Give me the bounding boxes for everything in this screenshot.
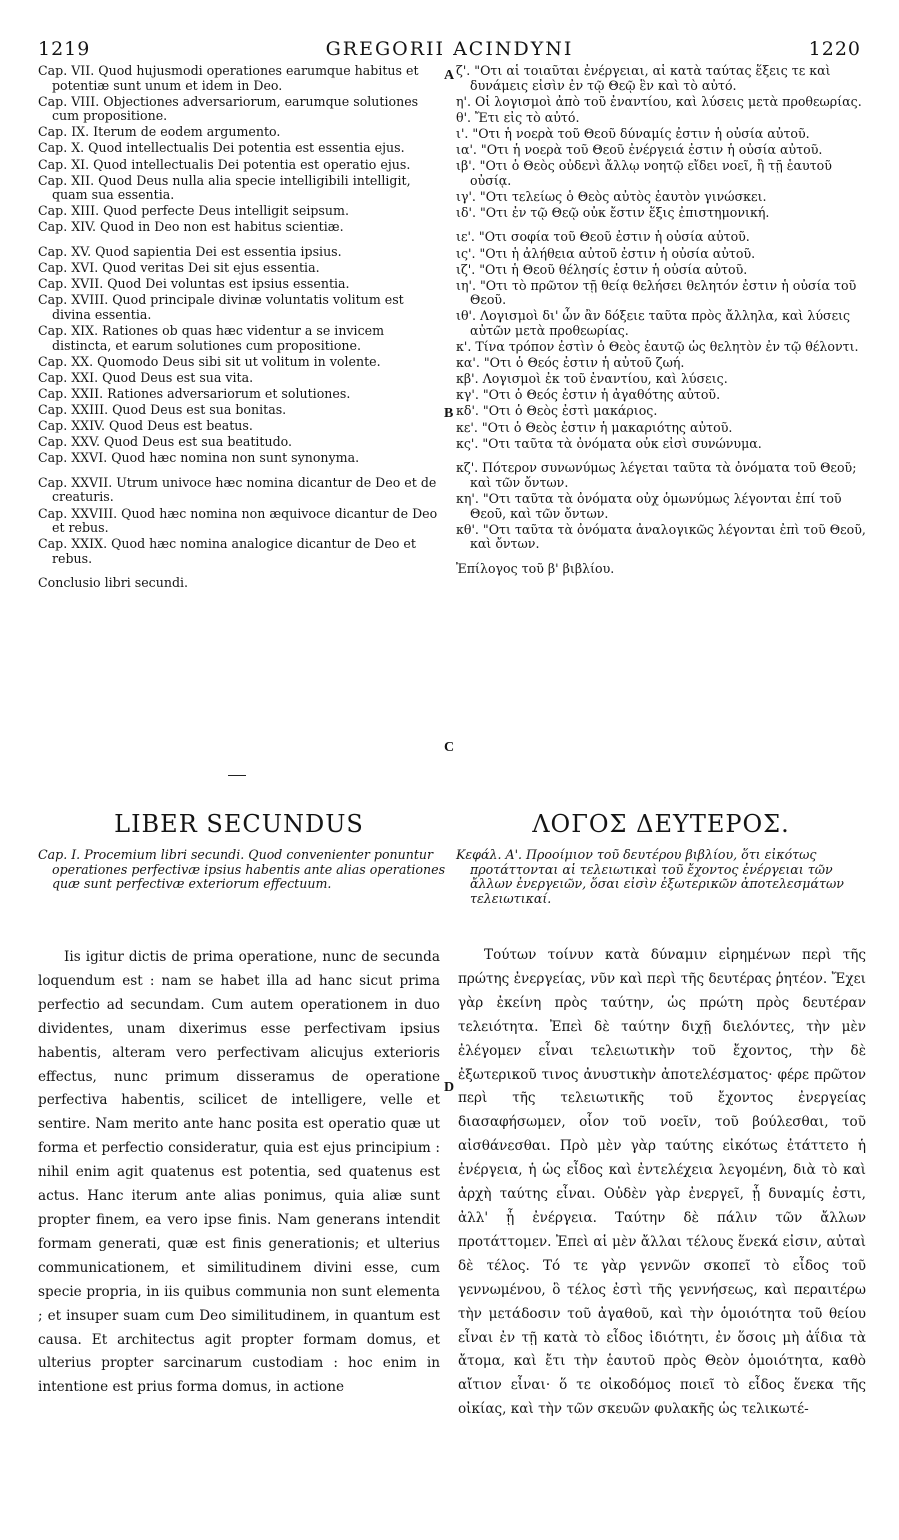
contents-entry: ιγ'. "Οτι τελείως ὁ Θεὸς αὐτὸς ἑαυτὸν γινώσκει. <box>456 188 767 204</box>
contents-entry: ιζ'. "Οτι ἡ Θεοῦ θέλησίς ἐστιν ἡ οὐσία αὐτοῦ. <box>456 261 748 277</box>
contents-entry: κθ'. "Οτι ταῦτα τὰ ὀνόματα ἀναλογικῶς λέγονται ἐπὶ τοῦ Θεοῦ, καὶ ὄντων. <box>456 521 866 552</box>
latin-paragraph: Iis igitur dictis de prima operatione, nunc de secunda loquendum est : nam se habet illa ad hanc sicut prima perfectio ad secundam. Cum autem operationem in duo dividentes, unam dixerimus esse perfectivam ipsius habentis, alteram vero perfectivam alicujus exterioris effectus, nunc primum disseramus de operatione perfectiva habentis, scilicet de intelligere, velle et sentire. Nam merito ante hanc posita est operatio quæ ut forma et perfectio consideratur, quia est ejus principium : nihil enim agit quatenus est potentia, sed quatenus est actus. Hanc iterum ante alias ponimus, quia aliæ sunt propter finem, ea vero ipse finis. Nam generans intendit formam generati, quæ est finis generationis; et ulterius communicationem, et similitudinem divini esse, cum specie propria, in iis quibus communia non sunt elementa ; et insuper suam cum Deo similitudinem, in quantum est causa. Et architectus agit propter formam domus, et ulterius propter sarcinarum custodiam : hoc enim in intentione est prius forma domus, in actione <box>38 949 440 1396</box>
contents-entry: κβ'. Λογισμοὶ ἐκ τοῦ ἐναντίου, καὶ λύσεις. <box>456 371 728 387</box>
greek-contents-list <box>456 64 866 578</box>
latin-book-title: LIBER SECUNDUS <box>114 810 364 838</box>
page-number-left: 1219 <box>38 38 91 60</box>
contents-entry: Cap. XIX. Rationes ob quas hæc videntur a se invicem distincta, et earum solutiones cum propositione. <box>38 323 385 353</box>
contents-entry: κς'. "Οτι ταῦτα τὰ ὀνόματα οὐκ εἰσὶ συνώνυμα. <box>456 435 762 451</box>
contents-entry: Cap. XVI. Quod veritas Dei sit ejus essentia. <box>38 260 320 276</box>
contents-entry: κη'. "Οτι ταῦτα τὰ ὀνόματα οὐχ ὁμωνύμως λέγονται ἐπί τοῦ Θεοῦ, καὶ τῶν ὄντων. <box>456 490 842 521</box>
contents-entry: Cap. XXV. Quod Deus est sua beatitudo. <box>38 434 293 450</box>
contents-entry: ι'. "Οτι ἡ νοερὰ τοῦ Θεοῦ δύναμίς ἐστιν ἡ οὐσία αὐτοῦ. <box>456 125 810 141</box>
contents-entry: Cap. VIII. Objectiones adversariorum, earumque solutiones cum propositione. <box>38 93 419 124</box>
greek-chapter-heading: Κεφάλ. Α'. Προοίμιον τοῦ δευτέρου βιβλίου, ὅτι εἰκότως προτάττονται αἱ τελειωτικαὶ τοῦ ἔχοντος ἐνέργειαι τῶν ἄλλων ἐνεργειῶν, ὅσαι εἰσὶν ἐξωτερικῶν ἀποτελεσμάτων τελειωτικαί. <box>456 847 844 906</box>
contents-entry: Cap. XII. Quod Deus nulla alia specie intelligibili intelligit, quam sua essentia. <box>38 172 411 203</box>
contents-entry: Cap. XVII. Quod Dei voluntas est ipsius essentia. <box>38 276 350 292</box>
contents-entry: ιδ'. "Οτι ἐν τῷ Θεῷ οὐκ ἔστιν ἕξις ἐπιστημονική. <box>456 204 770 220</box>
contents-entry: Cap. XV. Quod sapientia Dei est essentia ipsius. <box>38 244 342 260</box>
margin-letter-b: B <box>444 406 454 421</box>
contents-entry: Cap. XXII. Rationes adversariorum et solutiones. <box>38 385 351 401</box>
contents-entry: η'. Οἱ λογισμοὶ ἀπὸ τοῦ ἐναντίου, καὶ λύσεις μετὰ προθεωρίας. <box>456 93 862 109</box>
page-number-right: 1220 <box>808 38 861 60</box>
margin-letter-c: C <box>444 740 455 755</box>
contents-entry: Conclusio libri secundi. <box>38 575 189 591</box>
contents-entry: Cap. XIII. Quod perfecte Deus intelligit seipsum. <box>38 203 349 219</box>
contents-entry: ζ'. "Οτι αἱ τοιαῦται ἐνέργειαι, αἱ κατὰ ταύτας ἕξεις τε καὶ δυνάμεις εἰσὶν ἐν τῷ Θεῷ ἓν καὶ τὸ αὐτό. <box>456 63 831 93</box>
contents-entry: κε'. "Οτι ὁ Θεὸς ἐστιν ἡ μακαριότης αὐτοῦ. <box>456 419 733 435</box>
contents-entry: κα'. "Οτι ὁ Θεός ἐστιν ἡ αὐτοῦ ζωή. <box>456 355 685 371</box>
contents-entry: Cap. XX. Quomodo Deus sibi sit ut volitum in volente. <box>38 353 381 369</box>
contents-entry: θ'. Ἔτι εἰς τὸ αὐτό. <box>456 109 580 125</box>
contents-entry: Ἐπίλογος τοῦ β' βιβλίου. <box>456 560 615 576</box>
contents-entry: Cap. VII. Quod hujusmodi operationes earumque habitus et potentiæ sunt unum et idem in Deo. <box>38 63 419 93</box>
section-divider <box>228 775 246 776</box>
greek-body-text <box>458 944 866 1422</box>
margin-letter-a: A <box>444 68 455 83</box>
contents-entry: κζ'. Πότερον συνωνύμως λέγεται ταῦτα τὰ ὀνόματα τοῦ Θεοῦ; καὶ τῶν ὄντων. <box>456 460 857 490</box>
contents-entry: ιε'. "Οτι σοφία τοῦ Θεοῦ ἐστιν ἡ οὐσία αὐτοῦ. <box>456 229 750 245</box>
contents-entry: Cap. XVIII. Quod principale divinæ voluntatis volitum est divina essentia. <box>38 292 404 322</box>
margin-letter-d: D <box>444 1080 455 1095</box>
contents-entry: ια'. "Οτι ἡ νοερὰ τοῦ Θεοῦ ἐνέργειά ἐστιν ἡ οὐσία αὐτοῦ. <box>456 141 823 157</box>
greek-book-title: ΛΟΓΟΣ ΔΕΥΤΕΡΟΣ. <box>532 810 790 838</box>
contents-entry: Cap. XXVI. Quod hæc nomina non sunt synonyma. <box>38 450 360 466</box>
greek-paragraph: Τούτων τοίνυν κατὰ δύναμιν εἰρημένων περὶ τῆς πρώτης ἐνεργείας, νῦν καὶ περὶ τῆς δευτέρας ῥητέον. Ἔχει γὰρ ἐκείνη πρὸς ταύτην, ὡς πρώτη πρὸς δευτέραν τελειότητα. Ἐπεὶ δὲ ταύτην διχῇ διελόντες, τὴν μὲν ἐλέγομεν εἶναι τελειωτικὴν τοῦ ἔχοντος, τὴν δὲ ἐξωτερικοῦ τινος ἀνυστικὴν ἀποτελέσματος· φέρε πρῶτον περὶ τῆς τελειωτικῆς τοῦ ἔχοντος ἐνεργείας διασαφήσωμεν, οἷον τοῦ νοεῖν, τοῦ βούλεσθαι, τοῦ αἰσθάνεσθαι. Πρὸ μὲν γὰρ ταύτης εἰκότως ἐτάττετο ἡ ἐνέργεια, ἡ ὡς εἶδος καὶ ἐντελέχεια λεγομένη, διὰ τὸ καὶ ἀρχὴ ταύτης εἶναι. Οὐδὲν γὰρ ἐνεργεῖ, ᾗ δυναμίς ἐστι, ἀλλ' ᾗ ἐνέργεια. Ταύτην δὲ πάλιν τῶν ἄλλων προτάττομεν. Ἐπεὶ αἱ μὲν ἄλλαι τέλους ἕνεκά εἰσιν, αὐταὶ δὲ τέλος. Τό τε γὰρ γεννῶν σκοπεῖ τὸ εἶδος τοῦ γεννωμένου, ὃ τέλος ἐστὶ τῆς γεννήσεως, καὶ περαιτέρω τὴν μετάδοσιν τοῦ ἀγαθοῦ, καὶ τὴν ὁμοιότητα τοῦ θείου εἶναι ἐν τῇ κατὰ τὸ εἶδος ἰδιότητι, ἐν ὅσοις μὴ ἀΐδια τὰ ἄτομα, καὶ ἔτι τὴν ἑαυτοῦ πρὸς Θεὸν ὁμοιότητα, καθὸ αἴτιον εἶναι· ὅ τε οἰκοδόμος ποιεῖ τὸ εἶδος ἕνεκα τῆς οἰκίας, καὶ τὴν τῶν σκευῶν φυλακῆς ὡς τελικωτέ- <box>458 947 866 1418</box>
contents-entry: Cap. XI. Quod intellectualis Dei potentia est operatio ejus. <box>38 156 411 172</box>
contents-entry: ις'. "Οτι ἡ ἀλήθεια αὐτοῦ ἐστιν ἡ οὐσία αὐτοῦ. <box>456 245 756 261</box>
contents-entry: Cap. XIV. Quod in Deo non est habitus scientiæ. <box>38 219 344 235</box>
contents-entry: Cap. XXI. Quod Deus est sua vita. <box>38 369 254 385</box>
contents-entry: Cap. IX. Iterum de eodem argumento. <box>38 124 281 140</box>
contents-entry: Cap. XXIV. Quod Deus est beatus. <box>38 418 253 434</box>
contents-entry: Cap. XXVIII. Quod hæc nomina non æquivoce dicantur de Deo et rebus. <box>38 505 438 536</box>
contents-entry: ιθ'. Λογισμοὶ δι' ὧν ἂν δόξειε ταῦτα πρὸς ἄλληλα, καὶ λύσεις αὐτῶν μετὰ προθεωρίας. <box>456 308 851 338</box>
contents-entry: κ'. Τίνα τρόπον ἐστὶν ὁ Θεὸς ἑαυτῷ ὡς θελητὸν ἐν τῷ θέλοντι. <box>456 339 859 355</box>
running-title: GREGORII ACINDYNI <box>325 38 574 60</box>
latin-contents-list <box>38 64 440 593</box>
contents-entry: κγ'. "Οτι ὁ Θεός ἐστιν ἡ ἀγαθότης αὐτοῦ. <box>456 387 721 403</box>
contents-entry: Cap. XXIII. Quod Deus est sua bonitas. <box>38 401 287 417</box>
contents-entry: ιβ'. "Οτι ὁ Θεὸς οὐδενὶ ἄλλῳ νοητῷ εἴδει νοεῖ, ἢ τῇ ἑαυτοῦ οὐσίᾳ. <box>456 158 832 188</box>
latin-body-text <box>38 946 440 1400</box>
contents-entry: Cap. X. Quod intellectualis Dei potentia est essentia ejus. <box>38 140 405 156</box>
contents-entry: Cap. XXIX. Quod hæc nomina analogice dicantur de Deo et rebus. <box>38 536 416 566</box>
contents-entry: Cap. XXVII. Utrum univoce hæc nomina dicantur de Deo et de creaturis. <box>38 474 437 505</box>
contents-entry: κδ'. "Οτι ὁ Θεὸς ἐστὶ μακάριος. <box>456 403 658 419</box>
latin-chapter-heading: Cap. I. Procemium libri secundi. Quod convenienter ponuntur operationes perfectivæ ipsius habentis ante alias operationes quæ sunt perfectivæ exteriorum effectuum. <box>38 847 446 892</box>
contents-entry: ιη'. "Οτι τὸ πρῶτον τῇ θείᾳ θελήσει θελητόν ἐστιν ἡ οὐσία τοῦ Θεοῦ. <box>456 277 857 308</box>
